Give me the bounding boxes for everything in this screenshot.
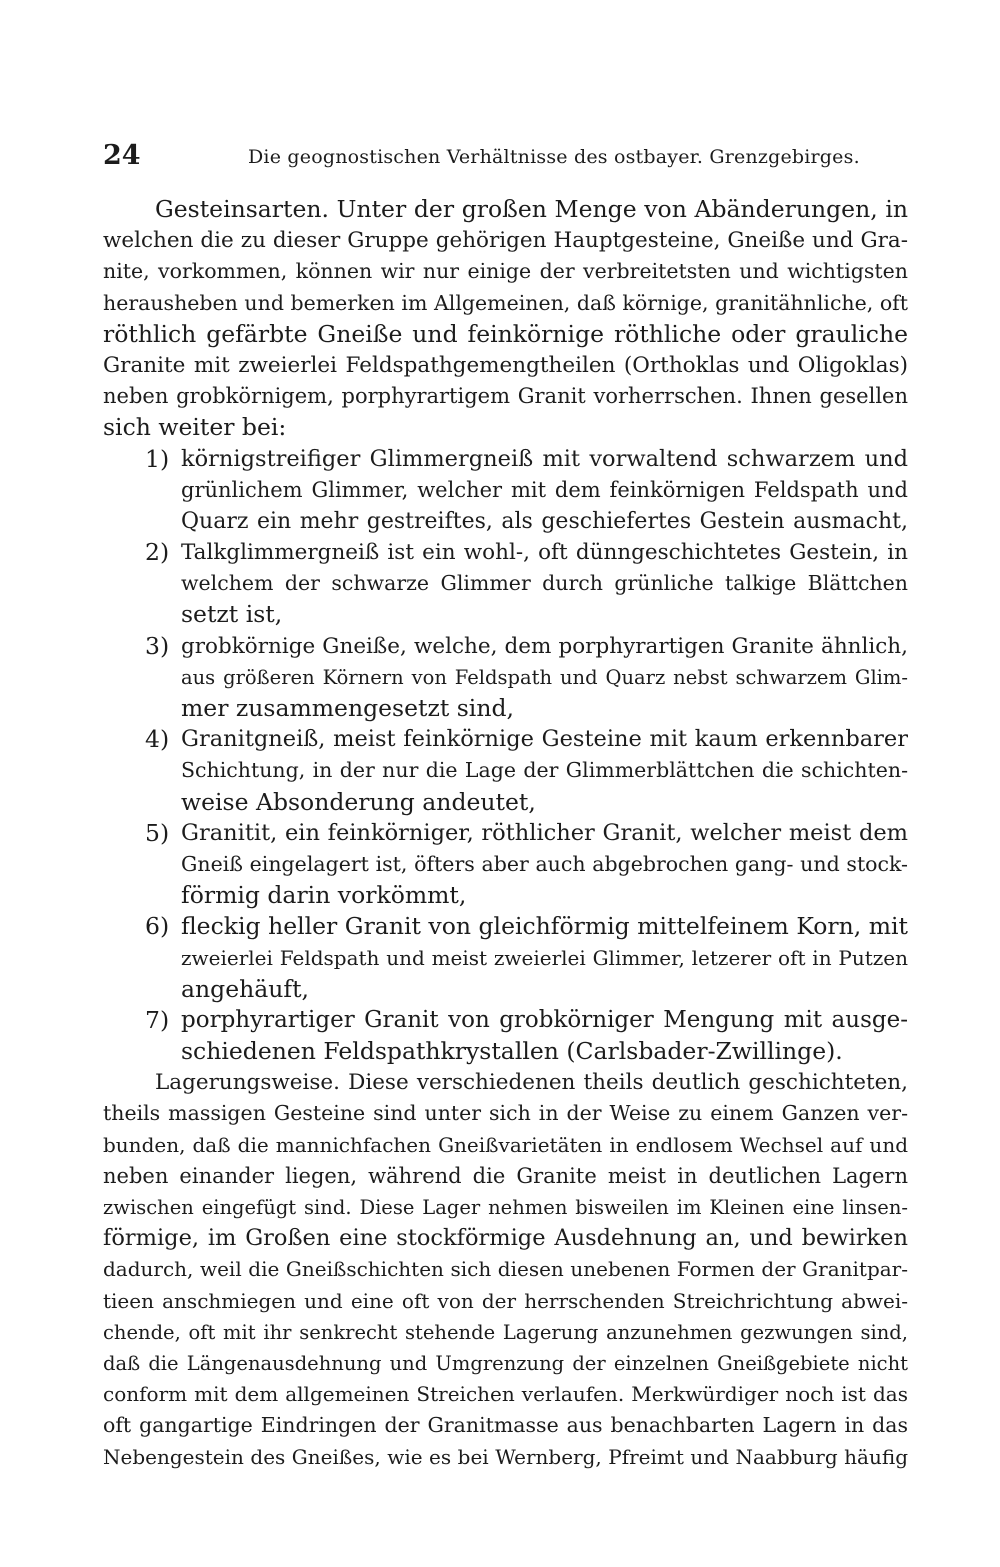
text-line: porphyrartiger Granit von grobkörniger Mengung mit ausge- bbox=[181, 1006, 908, 1033]
item-number: 6) bbox=[145, 912, 170, 941]
text-line: mer zusammengesetzt sind, bbox=[181, 694, 514, 722]
text-line: chende, oft mit ihr senkrecht stehende Lagerung anzunehmen gezwungen sind, bbox=[103, 1320, 908, 1344]
text-line: weise Absonderung andeutet, bbox=[181, 787, 536, 816]
text-line: Talkglimmergneiß ist ein wohl-, oft dünngeschichtetes Gestein, in bbox=[181, 540, 908, 566]
running-title: Die geognostischen Verhältnisse des ostbayer. Grenzgebirges. bbox=[248, 146, 860, 168]
text-line: tieen anschmiegen und eine oft von der herrschenden Streichrichtung abwei- bbox=[103, 1288, 908, 1313]
text-line: oft gangartige Eindringen der Granitmasse aus benachbarten Lagern in das bbox=[103, 1413, 908, 1438]
paragraph-gesteinsarten bbox=[103, 194, 908, 444]
item-number: 4) bbox=[145, 725, 170, 754]
text-line: sich weiter bei: bbox=[103, 413, 287, 442]
item-number: 2) bbox=[145, 538, 170, 567]
text-line: angehäuft, bbox=[181, 974, 309, 1003]
text-line: welchen die zu dieser Gruppe gehörigen Hauptgesteine, Gneiße und Gra- bbox=[103, 228, 908, 254]
text-line: grünlichem Glimmer, welcher mit dem feinkörnigen Feldspath und bbox=[181, 477, 908, 502]
text-line: förmig darin vorkömmt, bbox=[181, 881, 467, 910]
item-number: 1) bbox=[145, 444, 170, 473]
text-line: aus größeren Körnern von Feldspath und Quarz nebst schwarzem Glim- bbox=[181, 665, 908, 689]
text-line: zwischen eingefügt sind. Diese Lager nehmen bisweilen im Kleinen eine linsen- bbox=[103, 1196, 908, 1219]
paragraph-lagerungsweise bbox=[103, 1067, 908, 1472]
text-line: grobkörnige Gneiße, welche, dem porphyrartigen Granite ähnlich, bbox=[181, 633, 908, 659]
text-line: dadurch, weil die Gneißschichten sich diesen unebenen Formen der Granitpar- bbox=[103, 1257, 908, 1282]
page-body bbox=[103, 194, 908, 1473]
text-line: fleckig heller Granit von gleichförmig mittelfeinem Korn, mit bbox=[181, 912, 908, 941]
text-line: Granitgneiß, meist feinkörnige Gesteine mit kaum erkennbarer bbox=[181, 726, 908, 753]
list-item bbox=[103, 818, 908, 912]
text-line: herausheben und bemerken im Allgemeinen, daß körnige, granitähnliche, oft bbox=[103, 290, 908, 315]
page-header bbox=[103, 140, 907, 180]
text-line: setzt ist, bbox=[181, 600, 283, 629]
text-line: Granitit, ein feinkörniger, röthlicher Granit, welcher meist dem bbox=[181, 819, 908, 846]
text-line: Gesteinsarten. Unter der großen Menge von Abänderungen, in bbox=[155, 195, 908, 223]
text-line: conform mit dem allgemeinen Streichen verlaufen. Merkwürdiger noch ist das bbox=[103, 1382, 908, 1407]
list-item bbox=[103, 724, 908, 818]
text-line: körnigstreifiger Glimmergneiß mit vorwaltend schwarzem und bbox=[181, 445, 908, 472]
page-number: 24 bbox=[103, 140, 141, 171]
text-line: röthlich gefärbte Gneiße und feinkörnige röthliche oder grauliche bbox=[103, 319, 908, 348]
item-number: 7) bbox=[145, 1005, 170, 1034]
text-line: welchem der schwarze Glimmer durch grünliche talkige Blättchen bbox=[181, 571, 908, 596]
text-line: förmige, im Großen eine stockförmige Ausdehnung an, und bewirken bbox=[103, 1225, 908, 1252]
text-line: theils massigen Gesteine sind unter sich in der Weise zu einem Ganzen ver- bbox=[103, 1101, 908, 1126]
list-item bbox=[103, 911, 908, 1005]
list-item bbox=[103, 631, 908, 725]
list-item bbox=[103, 1005, 908, 1067]
text-line: zweierlei Feldspath und meist zweierlei Glimmer, letzerer oft in Putzen bbox=[181, 945, 908, 970]
text-line: nite, vorkommen, können wir nur einige der verbreitetsten und wichtigsten bbox=[103, 259, 908, 284]
text-line: Nebengestein des Gneißes, wie es bei Wernberg, Pfreimt und Naabburg häufig bbox=[103, 1444, 908, 1469]
text-line: Gneiß eingelagert ist, öfters aber auch abgebrochen gang- und stock- bbox=[181, 851, 908, 876]
text-line: neben einander liegen, während die Granite meist in deutlichen Lagern bbox=[103, 1163, 908, 1188]
item-number: 5) bbox=[145, 818, 170, 847]
text-line: Lagerungsweise. Diese verschiedenen theils deutlich geschichteten, bbox=[155, 1070, 908, 1096]
text-line: Schichtung, in der nur die Lage der Glimmerblättchen die schichten- bbox=[181, 758, 908, 783]
item-number: 3) bbox=[145, 631, 170, 660]
list-item bbox=[103, 444, 908, 538]
list-item bbox=[103, 537, 908, 631]
text-line: schiedenen Feldspathkrystallen (Carlsbader-Zwillinge). bbox=[181, 1037, 843, 1066]
text-line: bunden, daß die mannichfachen Gneißvarietäten in endlosem Wechsel auf und bbox=[103, 1132, 908, 1157]
text-line: neben grobkörnigem, porphyrartigem Granit vorherrschen. Ihnen gesellen bbox=[103, 384, 908, 409]
text-line: daß die Längenausdehnung und Umgrenzung der einzelnen Gneißgebiete nicht bbox=[103, 1351, 908, 1375]
text-line: Quarz ein mehr gestreiftes, als geschiefertes Gestein ausmacht, bbox=[181, 508, 908, 534]
text-line: Granite mit zweierlei Feldspathgemengtheilen (Orthoklas und Oligoklas) bbox=[103, 352, 908, 378]
